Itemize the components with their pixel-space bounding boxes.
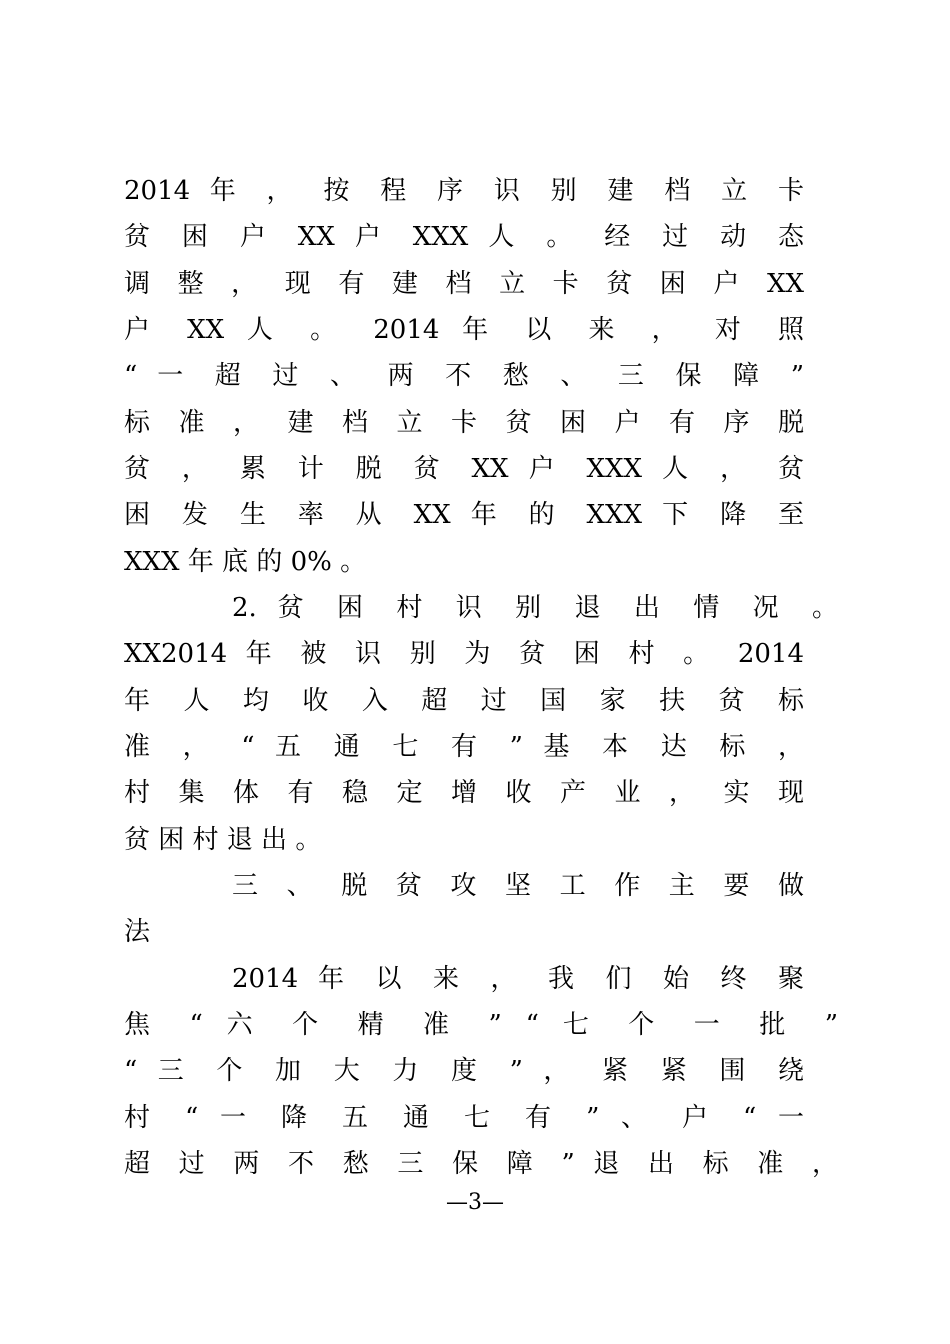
section-heading-main-methods: 三 、 脱 贫 攻 坚 工 作 主 要 做 (232, 871, 804, 901)
text-line-9: XXX 年 底 的 0% 。 (124, 547, 367, 577)
text-line-7: 贫 ， 累 计 脱 贫 XX 户 XXX 人 ， 贫 (124, 454, 804, 484)
text-line-17: 法 (124, 917, 151, 947)
text-line-18: 2014 年 以 来 ， 我 们 始 终 聚 (232, 964, 804, 994)
text-line-21: 村 “ 一 降 五 通 七 有 ” 、 户 “ 一 (124, 1103, 804, 1133)
text-line-19: 焦 “ 六 个 精 准 ” “ 七 个 一 批 ” (124, 1010, 838, 1040)
text-line-11: XX2014 年 被 识 别 为 贫 困 村 。 2014 (124, 639, 804, 669)
text-line-3: 调 整 ， 现 有 建 档 立 卡 贫 困 户 XX (124, 269, 804, 299)
text-line-8: 困 发 生 率 从 XX 年 的 XXX 下 降 至 (124, 500, 804, 530)
text-line-13: 准 ， “ 五 通 七 有 ” 基 本 达 标 ， (124, 732, 804, 762)
section-heading-village-exit: 2. 贫 困 村 识 别 退 出 情 况 。 (232, 593, 838, 623)
text-line-4: 户 XX 人 。 2014 年 以 来 ， 对 照 (124, 315, 804, 345)
text-line-5: “ 一 超 过 、 两 不 愁 、 三 保 障 ” (124, 361, 804, 391)
text-line-20: “ 三 个 加 大 力 度 ” ， 紧 紧 围 绕 (124, 1056, 804, 1086)
text-line-15: 贫 困 村 退 出 。 (124, 825, 322, 855)
text-line-2: 贫 困 户 XX 户 XXX 人 。 经 过 动 态 (124, 222, 804, 252)
text-line-22: 超 过 两 不 愁 三 保 障 ” 退 出 标 准 ， (124, 1149, 838, 1179)
text-line-14: 村 集 体 有 稳 定 增 收 产 业 ， 实 现 (124, 778, 804, 808)
text-line-12: 年 人 均 收 入 超 过 国 家 扶 贫 标 (124, 686, 804, 716)
page-number: —3— (446, 1190, 504, 1215)
text-line-1: 2014 年 ， 按 程 序 识 别 建 档 立 卡 (124, 176, 804, 206)
text-line-6: 标 准 ， 建 档 立 卡 贫 困 户 有 序 脱 (124, 408, 804, 438)
